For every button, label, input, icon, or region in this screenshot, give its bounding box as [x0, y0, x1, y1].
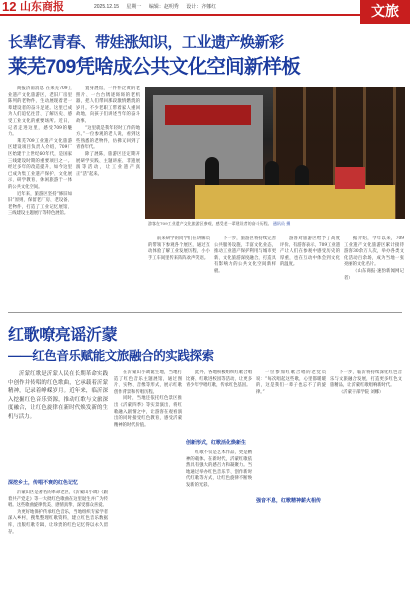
story1-column-2 [76, 86, 140, 308]
story2-right-p1: 红歌不仅是艺术作品，更是精神的载体。在新时代，沂蒙红歌依然具有强大的感召力和凝聚力。当地通过举办红色音乐节、创作新时代红歌等方式，让红色旋律不断焕发新的光彩。 [186, 450, 252, 488]
story1-column-6 [344, 236, 404, 308]
header-meta [94, 3, 222, 10]
story1-photo [145, 87, 405, 219]
story2-right-p3: 下一步，临沂将持续深化红色音乐与文旅融合发展，打造更多红色文旅精品，让沂蒙红歌唱响新时代。 [330, 370, 402, 389]
story2-mid-p1: 在沂蒙山小调诞生地，当地打造了红色音乐主题展馆，通过图片、实物、音像等形式，展示红歌创作背景和传唱历程。 [114, 370, 182, 395]
story1-tail-p1: 前来研学的同学们在讲解员的带领下参观各个展区，通过互动体验了解工业发展历程，小小手工车间里传来阵阵欢声笑语。 [148, 236, 210, 261]
story1-column-1 [8, 86, 72, 308]
story2-column-5 [330, 370, 402, 598]
story1-col2-p3: 除了展陈，旅游区还定期开展研学实践、主题讲座、非遗展演等活动，让工业遗产真正“活”起来。 [76, 151, 140, 177]
page-header [0, 0, 410, 20]
issue-weekday: 星期一 [126, 4, 142, 10]
story1-col2-p1: 置身展馆，一件件泛黄的老照片、一台台锈迹斑斑的老机器，把人们带回那段激情燃烧的岁月。不少老职工带着家人重回故地，向孩子们讲述当年的奋斗故事。 [76, 86, 140, 124]
photo-author: 通讯员 摄 [272, 221, 291, 226]
story2-lead-p1: 沂蒙红歌是沂蒙人民在长期革命实践中创作并传唱的红色歌曲，它承载着沂蒙精神，记录着峥嵘岁月。近年来，临沂深入挖掘红色音乐资源，推动红歌与文旅深度融合，让红色旋律在新时代焕发新的生机与活力。 [8, 371, 108, 420]
photo-red-banner [165, 105, 251, 125]
story1-column-4 [214, 236, 276, 308]
paper-name: 山东商报 [20, 1, 64, 13]
story2-subhead-3: 强音不息，红歌精神薪火相传 [256, 498, 322, 504]
story1-col1-p3: 近年来，旅游区坚持“修旧如旧”原则，保留老厂房、老设备、老物件，打造了工业记忆展馆、三线建设主题展厅等特色展馆。 [8, 191, 72, 217]
story1-kicker: 长辈忆青春、带娃涨知识，工业遗产焕新彩 [8, 34, 284, 51]
header-rule [0, 14, 410, 16]
story1-col2-p2: “这里就是我年轻时工作的地方。”一位参观的老人说，看到这些熟悉的老物件，仿佛又回到了青春年代。 [76, 125, 140, 151]
story1-col1-p1: 商报济南消息 在莱芜709工业遗产文化旅游区，老旧厂房里陈列的老物件，生动展现着老一辈建设者的奋斗足迹。这里已成为人们追忆往昔、了解历史、感受工业文化的重要场所。近日，记者走进这里，感受709的魅力。 [8, 86, 72, 138]
story2-mid-p2: 同时，当地还依托红色景区推出《沂蒙四季》等实景演出，将红歌融入剧情之中，让游客在观看演出的同时接受红色教育，感受沂蒙精神的时代价值。 [114, 396, 182, 428]
story2-column-4a [256, 370, 326, 494]
story2-column-left [8, 490, 108, 598]
story2-subhead-1: 深挖乡土，传唱不衰的红色记忆 [8, 480, 79, 486]
editor-credit: 编辑：赵明秀 [148, 4, 179, 10]
story2-column-3b [186, 450, 252, 598]
photo-table [195, 185, 395, 219]
story2-left-p1: 沂蒙山区是著名的革命老区，《沂蒙山小调》《跟着共产党走》等一大批红色歌曲在这里诞生并广为传唱。这些歌曲旋律优美、感情真挚，深受群众喜爱。 [8, 490, 108, 509]
story2-column-2 [114, 370, 182, 598]
story2-subhead-2: 创新形式，红歌活化焕新生 [186, 440, 247, 446]
story2-title: 红歌嘹亮谣沂蒙 [8, 327, 118, 344]
section-divider [8, 312, 402, 313]
photo-caption [148, 221, 404, 227]
story1-source: （山东商报·速豹新闻网记者） [344, 268, 404, 281]
story1-headline: 莱芜709凭啥成公共文化空间新样板 [8, 56, 300, 78]
story2-mid-p3: 此外，各地积极组织红歌合唱比赛、红歌进校园等活动，让更多青少年学唱红歌，传承红色基因。 [186, 370, 252, 389]
story2-subtitle: ——红色音乐赋能文旅融合的实践探索 [8, 349, 214, 363]
photo-red-book [335, 167, 365, 189]
photo-caption-text: 游客在709工业遗产文化旅游区参观，感受老一辈建设者的奋斗历程。 [148, 221, 272, 226]
page-number: 12 [2, 0, 17, 14]
story2-source: （沂蒙干部学院 刘娜） [339, 389, 384, 395]
story2-lead [8, 370, 108, 472]
story1-tail-p2: 下一步，旅游区将持续完善公共服务设施，丰富文化业态，推动工业遗产保护利用与城市更新、文化旅游深度融合，打造具有影响力的公共文化空间新样板。 [214, 236, 276, 274]
story2-left-p2: 为更好地保护传承红色音乐，当地组织专家学者深入乡村，搜集整理红歌资料，建立红色音乐数据库，出版红歌专辑，让珍贵的红色记忆得以永久留存。 [8, 509, 108, 535]
story1-column-5 [280, 236, 340, 308]
section-badge: 文旅 [360, 0, 410, 24]
story2-right-p2: 一位参加红歌合唱的老党员说：“每次唱起这些歌，心里都暖暖的，这是我们一辈子也忘不了的旋律。” [256, 370, 326, 395]
story1-right-p2: 据介绍，今年以来，709工业遗产文化旅游区累计接待游客30余万人次，举办各类文化活动百余场，成为当地一张亮丽的文化名片。 [344, 236, 404, 268]
issue-date: 2025.12.15 [94, 4, 120, 10]
designer-credit: 设计：齐娜红 [186, 4, 217, 10]
story2-column-3a [186, 370, 252, 436]
story1-right-p1: 游客对旅游区给予了高度评价。有游客表示，709工业遗产让人们在参观中感受历史的厚重，也在互动中体会到文化的温度。 [280, 236, 340, 268]
story1-col1-p2: 莱芜709工业遗产文化旅游区建设项目负责人介绍，709厂区始建于上世纪60年代，是国家三线建设时期的重要项目之一。经过多年的改造提升，如今这里已成为集工业遗产保护、文化展示、研学教育、休闲旅游于一体的公共文化空间。 [8, 138, 72, 190]
story1-column-3 [148, 236, 210, 308]
